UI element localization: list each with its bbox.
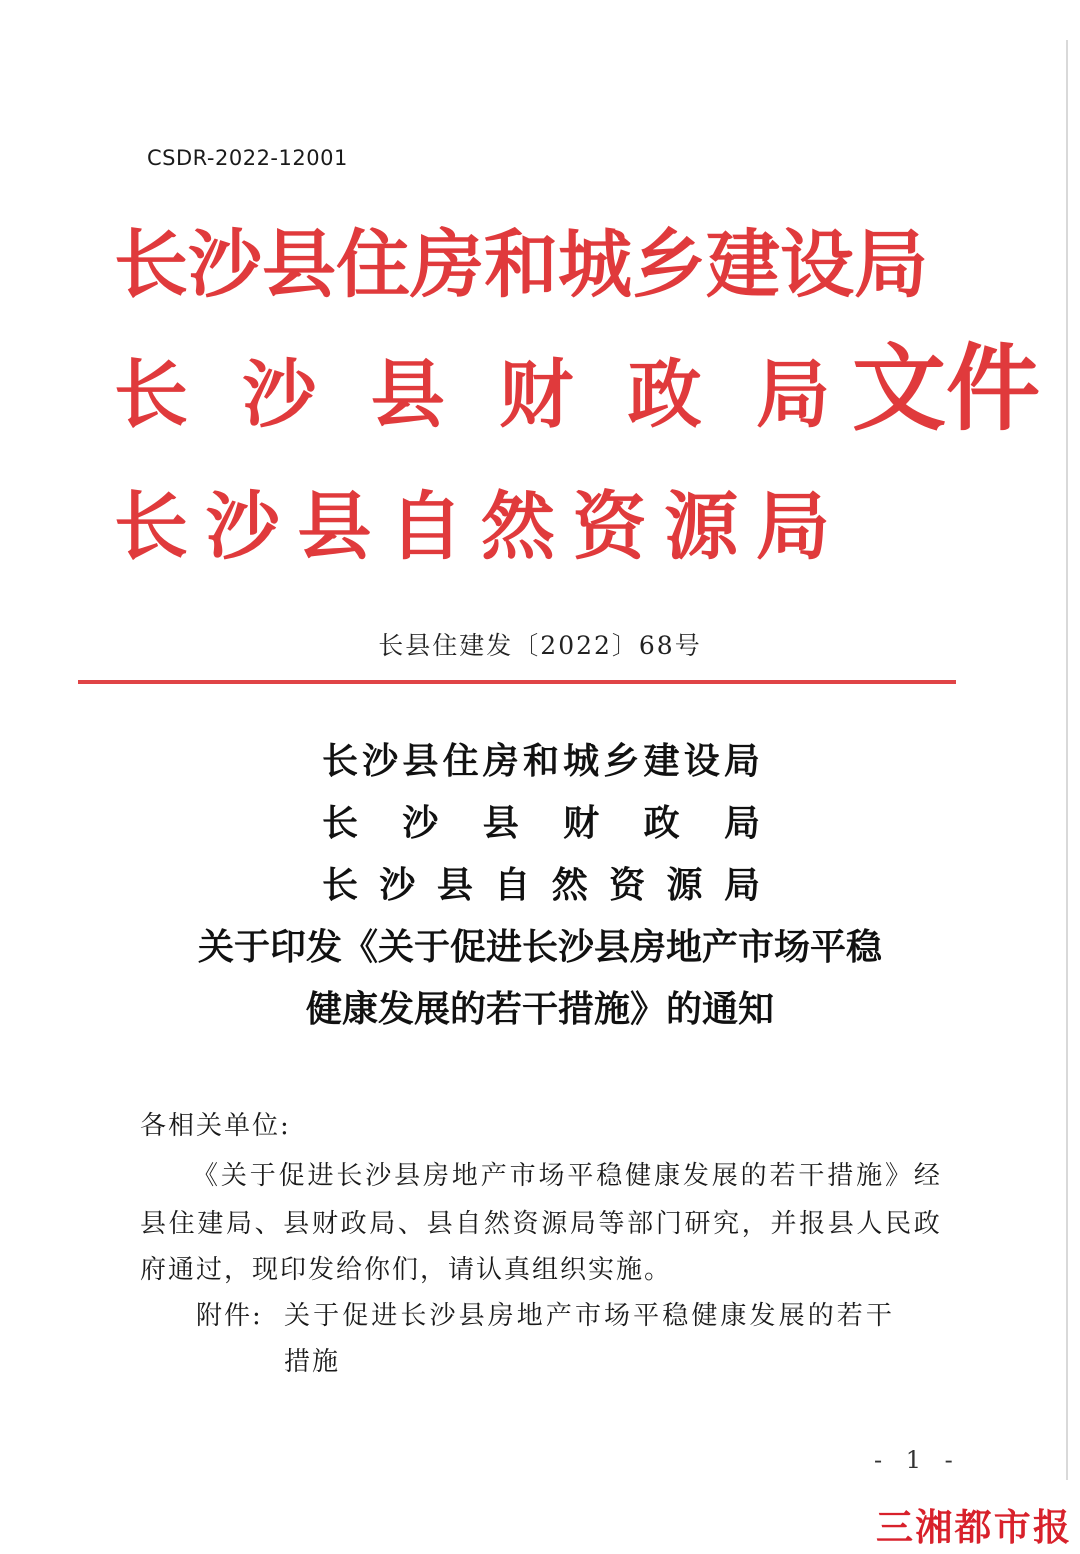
page-edge-line [1066,40,1068,1480]
red-header-issuer-1: 长 沙 县 住 房 和 城 乡 建 设 局 [114,222,928,308]
salutation: 各相关单位: [140,1111,291,1141]
attachment-title-line-1: 关 于 促 进 长 沙 县 房 地 产 市 场 平 稳 健 康 发 展 的 若 干 [284,1301,892,1331]
attachment-title-line-2: 措施 [284,1347,341,1377]
attachment-label: 附件: [196,1301,263,1331]
document-code-number: CSDR-2022-12001 [147,146,348,170]
title-issuer-1: 长 沙 县 住 房 和 城 乡 建 设 局 [322,740,760,782]
title-subject-line-2: 健康发展的若干措施》的通知 [305,988,774,1030]
red-header-document-word: 文 件 [852,334,1041,444]
red-header-issuer-3: 长 沙 县 自 然 资 源 局 [114,484,830,570]
page-number: - 1 - [874,1446,961,1474]
body-paragraph-line-3: 府通过，现印发给你们，请认真组织实施。 [140,1255,673,1285]
newspaper-watermark-logo: 三 湘 都 市 报 [876,1506,1070,1549]
title-issuer-2: 长 沙 县 财 政 局 [322,802,760,844]
body-paragraph-line-1: 《 关 于 促 进 长 沙 县 房 地 产 市 场 平 稳 健 康 发 展 的 若 干 措 施 》 经 [192,1161,940,1191]
body-paragraph-line-2: 县 住 建 局 、 县 财 政 局 、 县 自 然 资 源 局 等 部 门 研 究 ， 并 报 县 人 民 政 [140,1209,940,1239]
document-issue-number: 长县住建发〔2022〕68号 [378,631,702,660]
title-subject-line-1: 关于印发《关于促进长沙县房地产市场平稳 [197,926,882,968]
red-separator-rule [78,680,956,684]
title-issuer-3: 长 沙 县 自 然 资 源 局 [322,864,760,906]
red-header-issuer-2: 长 沙 县 财 政 局 [114,352,830,438]
